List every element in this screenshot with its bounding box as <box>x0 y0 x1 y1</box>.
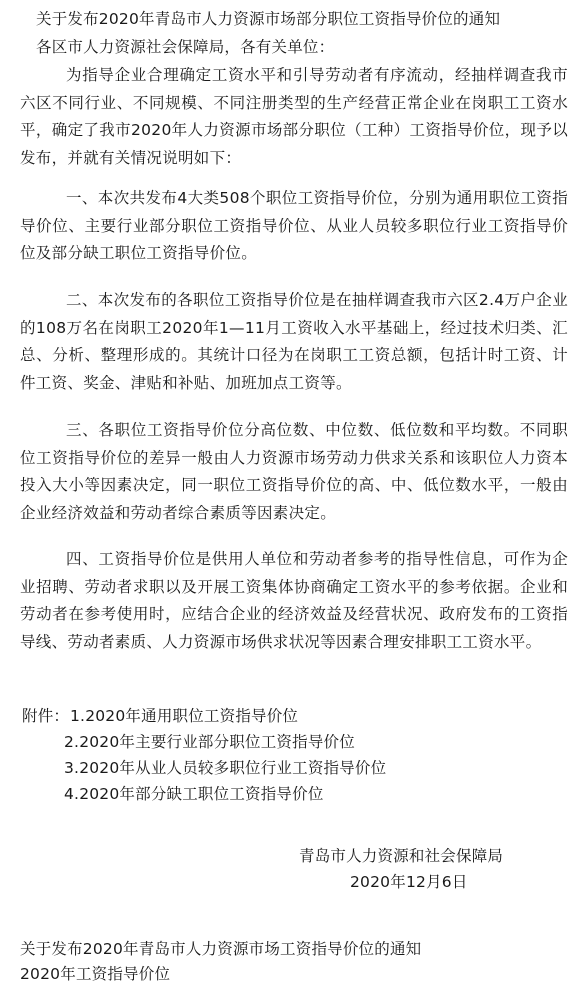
related-link[interactable]: 关于发布2020年青岛市人力资源市场工资指导价位的通知 <box>20 940 422 958</box>
paragraph-4: 四、工资指导价位是供用人单位和劳动者参考的指导性信息，可作为企业招聘、劳动者求职以及开展工资集体协商确定工资水平的参考依据。企业和劳动者在参考使用时，应结合企业的经济效益及经营状况、政府发布的工资指导线、劳动者素质、人力资源市场供求状况等因素合理安排职工工资水平。 <box>20 550 568 651</box>
related-link[interactable]: 2020年工资指导价位 <box>20 965 171 983</box>
attachment-item: 4.2020年部分缺工职位工资指导价位 <box>64 785 324 803</box>
attachment-item: 2.2020年主要行业部分职位工资指导价位 <box>64 733 355 751</box>
signature-date: 2020年12月6日 <box>350 873 468 891</box>
document-title: 关于发布2020年青岛市人力资源市场部分职位工资指导价位的通知 <box>36 10 501 28</box>
intro-paragraph: 为指导企业合理确定工资水平和引导劳动者有序流动，经抽样调查我市六区不同行业、不同规模、不同注册类型的生产经营正常企业在岗职工工资水平，确定了我市2020年人力资源市场部分职位（工种）工资指导价位，现予以发布，并就有关情况说明如下： <box>20 66 568 167</box>
addressee: 各区市人力资源社会保障局，各有关单位： <box>36 38 335 56</box>
attachments-label: 附件： <box>22 707 70 725</box>
paragraph-3: 三、各职位工资指导价位分高位数、中位数、低位数和平均数。不同职位工资指导价位的差异一般由人力资源市场劳动力供求关系和该职位人力资本投入大小等因素决定，同一职位工资指导价位的高、中、低位数水平，一般由企业经济效益和劳动者综合素质等因素决定。 <box>20 421 568 522</box>
attachment-item: 3.2020年从业人员较多职位行业工资指导价位 <box>64 759 387 777</box>
signer: 青岛市人力资源和社会保障局 <box>299 847 504 865</box>
paragraph-2: 二、本次发布的各职位工资指导价位是在抽样调查我市六区2.4万户企业的108万名在岗职工2020年1—11月工资收入水平基础上，经过技术归类、汇总、分析、整理形成的。其统计口径为在岗职工工资总额，包括计时工资、计件工资、奖金、津贴和补贴、加班加点工资等。 <box>20 291 568 392</box>
attachment-item: 1.2020年通用职位工资指导价位 <box>70 707 299 725</box>
paragraph-1: 一、本次共发布4大类508个职位工资指导价位，分别为通用职位工资指导价位、主要行业部分职位工资指导价位、从业人员较多职位行业工资指导价位及部分缺工职位工资指导价位。 <box>20 189 568 262</box>
